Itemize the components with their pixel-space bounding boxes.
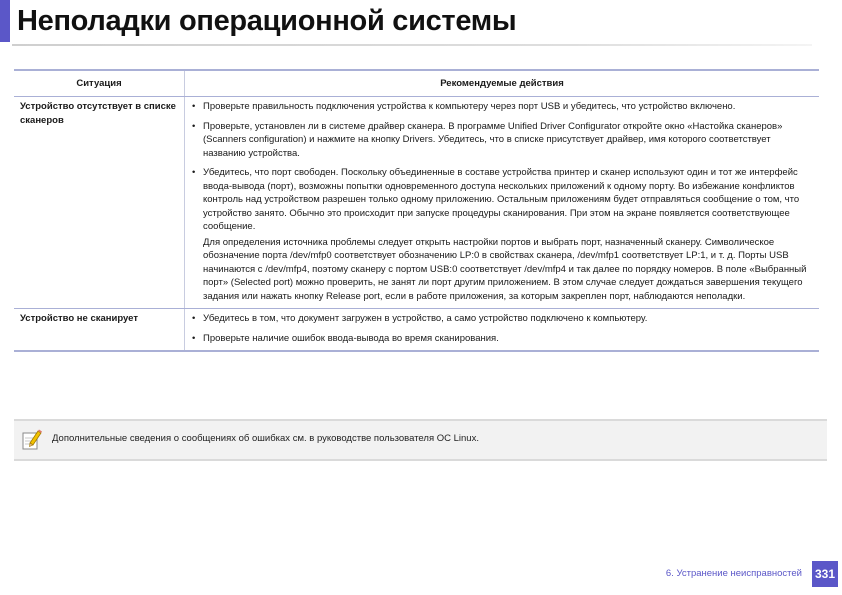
bullet-icon: • xyxy=(192,120,196,132)
actions-cell xyxy=(185,309,820,352)
action-item xyxy=(191,312,813,326)
actions-cell xyxy=(185,97,820,309)
action-text: Проверьте, установлен ли в системе драйвер сканера. В программе Unified Driver Configurator откройте окно «Настойка сканеров» (Scanners configuration) и нажмите на кнопку Drivers. Убедитесь, что в списке присутствует драйвер, имя которого соответствует названию устройства. xyxy=(203,120,783,159)
column-header-situation: Ситуация xyxy=(14,70,185,97)
action-item xyxy=(191,100,813,114)
table-row xyxy=(14,309,819,352)
accent-bar xyxy=(0,0,10,42)
bullet-icon: • xyxy=(192,313,196,324)
action-item xyxy=(191,120,813,161)
bullet-icon: • xyxy=(192,332,196,344)
page-title: Неполадки операционной системы xyxy=(17,5,517,37)
bullet-icon: • xyxy=(192,101,196,112)
table-row xyxy=(14,97,819,309)
note-text: Дополнительные сведения о сообщениях об ошибках см. в руководстве пользователя ОС Linux. xyxy=(52,433,479,444)
column-header-actions: Рекомендуемые действия xyxy=(185,70,820,97)
situation-cell: Устройство не сканирует xyxy=(14,309,185,352)
action-text: Проверьте наличие ошибок ввода-вывода во время сканирования. xyxy=(203,332,499,344)
action-text: Для определения источника проблемы следует открыть настройки портов и выбрать порт, назначенный сканеру. Символическое обозначение порта /dev/mfp0 соответствует обозначению LP:0 в свойствах сканера, /dev/mfp1 соответствует LP:1, и т. д. Порты USB начинаются с /dev/mfp4, поэтому сканеру с портом USB:0 соответствует /dev/mfp4 и так далее по порядку номеров. В поле «Выбранный порт» (Selected port) можно проверить, не занят ли порт другим приложением. В этом случае следует дождаться завершения текущего задания или нажать кнопку Release port, если в работе приложения, за которым закреплен порт, наблюдаются неполадки. xyxy=(203,236,807,302)
action-item xyxy=(191,332,813,346)
situation-cell: Устройство отсутствует в списке сканеров xyxy=(14,97,185,309)
actions-list xyxy=(191,100,813,303)
title-divider xyxy=(12,44,812,46)
note-pencil-icon xyxy=(21,428,43,452)
action-text: Убедитесь, что порт свободен. Поскольку объединенные в составе устройства принтер и сканер используют один и тот же интерфейс ввода-вывода (порт), возможны попытки одновременного доступа нескольких приложений к одному порту. Во избежание конфликтов контроль над устройством разрешен только одному приложению. Остальным приложениям будет отправляться сообщение о том, что устройство занято. Обычно это происходит при запуске процедуры сканирования. При этом на экране появляется соответствующее сообщение. xyxy=(203,167,800,232)
action-text: Проверьте правильность подключения устройства к компьютеру через порт USB и убедитесь, что устройство включено. xyxy=(203,101,736,112)
page-number-badge: 331 xyxy=(812,561,838,587)
bullet-icon: • xyxy=(192,167,196,178)
troubleshooting-table xyxy=(14,69,819,352)
table-header-row xyxy=(14,70,819,97)
note-box xyxy=(14,419,827,461)
action-text: Убедитесь в том, что документ загружен в устройство, а само устройство подключено к компьютеру. xyxy=(203,313,648,324)
footer-chapter-link[interactable]: 6. Устранение неисправностей xyxy=(665,568,802,579)
action-item xyxy=(191,166,813,303)
actions-list xyxy=(191,312,813,345)
